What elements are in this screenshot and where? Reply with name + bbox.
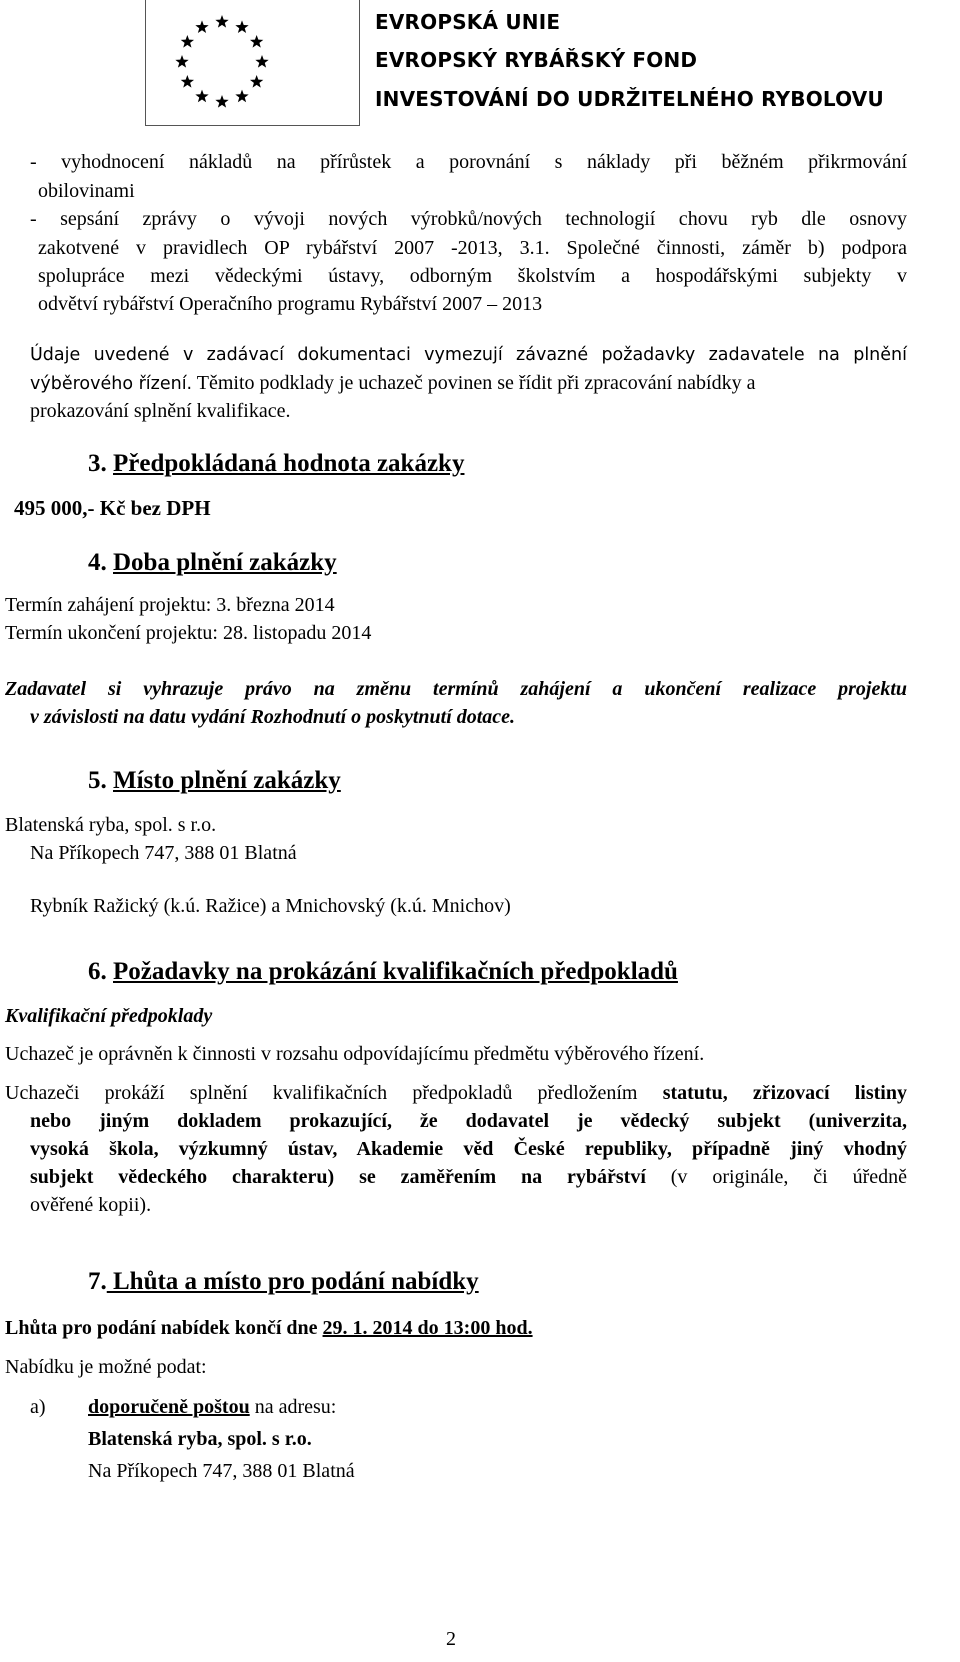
flag-star-icon <box>195 90 208 103</box>
section-7-heading <box>88 1268 479 1296</box>
estimated-value: 495 000,- Kč bez DPH <box>14 496 211 520</box>
flag-star-icon <box>175 55 188 68</box>
intro-line2 <box>30 369 907 399</box>
option-a-suffix: na adresu: <box>249 1396 337 1418</box>
list-item-1-line1: - vyhodnocení nákladů na přírůstek a porovnání s náklady při běžném přikrmování <box>30 151 907 173</box>
option-a <box>88 1393 336 1422</box>
intro-line1: Údaje uvedené v zadávací dokumentaci vymezují závazné požadavky zadavatele na plnění <box>30 345 907 365</box>
header-fund: EVROPSKÝ RYBÁŘSKÝ FOND <box>375 48 698 72</box>
place-company: Blatenská ryba, spol. s r.o. <box>5 814 217 836</box>
section-3-title: Předpokládaná hodnota zakázky <box>113 450 465 477</box>
section-3-heading <box>88 450 464 478</box>
qualification-para2-line1 <box>5 1079 907 1108</box>
flag-star-icon <box>235 90 248 103</box>
flag-star-icon <box>181 75 194 88</box>
flag-star-icon <box>250 35 263 48</box>
eu-stars-icon <box>146 0 358 124</box>
section-6-title: Požadavky na prokázání kvalifikačních předpokladů <box>113 958 678 985</box>
option-a-label: doporučeně poštou <box>88 1396 250 1418</box>
qualification-para2-line4 <box>30 1163 907 1192</box>
qualification-para2-line1-normal: Uchazeči prokáží splnění kvalifikačních předpokladů předložením <box>5 1082 663 1104</box>
qualification-para2-line4-normal: (v originále, či úředně <box>645 1166 908 1188</box>
section-4-number: 4. <box>88 549 107 576</box>
flag-star-icon <box>250 75 263 88</box>
submit-intro: Nabídku je možné podat: <box>5 1356 207 1378</box>
header-eu: EVROPSKÁ UNIE <box>375 10 561 34</box>
section-5-heading <box>88 767 341 795</box>
section-7-number: 7. <box>88 1268 107 1295</box>
deadline <box>5 1314 533 1343</box>
list-item-2-line3: spolupráce mezi vědeckými ústavy, odborným školstvím a hospodářskými subjekty v <box>38 265 907 287</box>
page-number: 2 <box>446 1628 456 1650</box>
place-ponds: Rybník Ražický (k.ú. Ražice) a Mnichovský (k.ú. Mnichov) <box>30 895 511 917</box>
option-a-marker: a) <box>30 1396 46 1418</box>
qualification-para2-line4-bold: subjekt vědeckého charakteru) se zaměřením na rybářství <box>30 1166 646 1188</box>
section-6-number: 6. <box>88 958 107 985</box>
qualification-para2-line5: ověřené kopii). <box>30 1194 152 1216</box>
flag-star-icon <box>215 15 228 28</box>
qualification-para2-line1-bold: statutu, zřizovací listiny <box>662 1082 907 1104</box>
intro-line2-sans: výběrového řízení. <box>30 374 193 394</box>
list-item-2-line1: - sepsání zprávy o vývoji nových výrobků/nových technologií chovu ryb dle osnovy <box>30 208 907 230</box>
flag-star-icon <box>215 95 228 108</box>
section-4-heading <box>88 549 337 577</box>
section-7-title: Lhůta a místo pro podání nabídky <box>106 1268 479 1295</box>
section-4-title: Doba plnění zakázky <box>113 549 337 576</box>
project-start: Termín zahájení projektu: 3. března 2014 <box>5 594 335 616</box>
section-5-title: Místo plnění zakázky <box>113 767 341 794</box>
section-3-number: 3. <box>88 450 107 477</box>
reservation-note-line1: Zadavatel si vyhrazuje právo na změnu termínů zahájení a ukončení realizace projektu <box>5 678 907 700</box>
deadline-value: 29. 1. 2014 do 13:00 hod. <box>322 1317 533 1339</box>
reservation-note-line2: v závislosti na datu vydání Rozhodnutí o poskytnutí dotace. <box>30 706 516 728</box>
list-item-1-line2: obilovinami <box>38 180 135 202</box>
flag-star-icon <box>181 35 194 48</box>
header-investment: INVESTOVÁNÍ DO UDRŽITELNÉHO RYBOLOVU <box>375 87 884 111</box>
deadline-prefix: Lhůta pro podání nabídek končí dne <box>5 1317 323 1339</box>
flag-star-icon <box>235 20 248 33</box>
place-address: Na Příkopech 747, 388 01 Blatná <box>30 842 297 864</box>
project-end: Termín ukončení projektu: 28. listopadu 2014 <box>5 622 372 644</box>
section-6-heading <box>88 958 678 986</box>
eu-flag-logo <box>145 0 360 126</box>
qualification-para2-line3: vysoká škola, výzkumný ústav, Akademie věd České republiky, případně jiný vhodný <box>30 1138 907 1160</box>
flag-star-icon <box>255 55 268 68</box>
option-a-address: Na Příkopech 747, 388 01 Blatná <box>88 1460 355 1482</box>
option-a-company: Blatenská ryba, spol. s r.o. <box>88 1428 312 1450</box>
qualification-para1: Uchazeč je oprávněn k činnosti v rozsahu odpovídajícímu předmětu výběrového řízení. <box>5 1043 705 1065</box>
list-item-2-line2: zakotvené v pravidlech OP rybářství 2007 -2013, 3.1. Společné činnosti, záměr b) podpora <box>38 237 907 259</box>
list-item-2-line4: odvětví rybářství Operačního programu Rybářství 2007 – 2013 <box>38 293 543 315</box>
intro-line2-serif: Těmito podklady je uchazeč povinen se řídit při zpracování nabídky a <box>192 372 756 394</box>
flag-star-icon <box>195 20 208 33</box>
qualification-subtitle: Kvalifikační předpoklady <box>5 1005 213 1027</box>
intro-line3: prokazování splnění kvalifikace. <box>30 400 291 422</box>
section-5-number: 5. <box>88 767 107 794</box>
qualification-para2-line2: nebo jiným dokladem prokazující, že dodavatel je vědecký subjekt (univerzita, <box>30 1110 907 1132</box>
